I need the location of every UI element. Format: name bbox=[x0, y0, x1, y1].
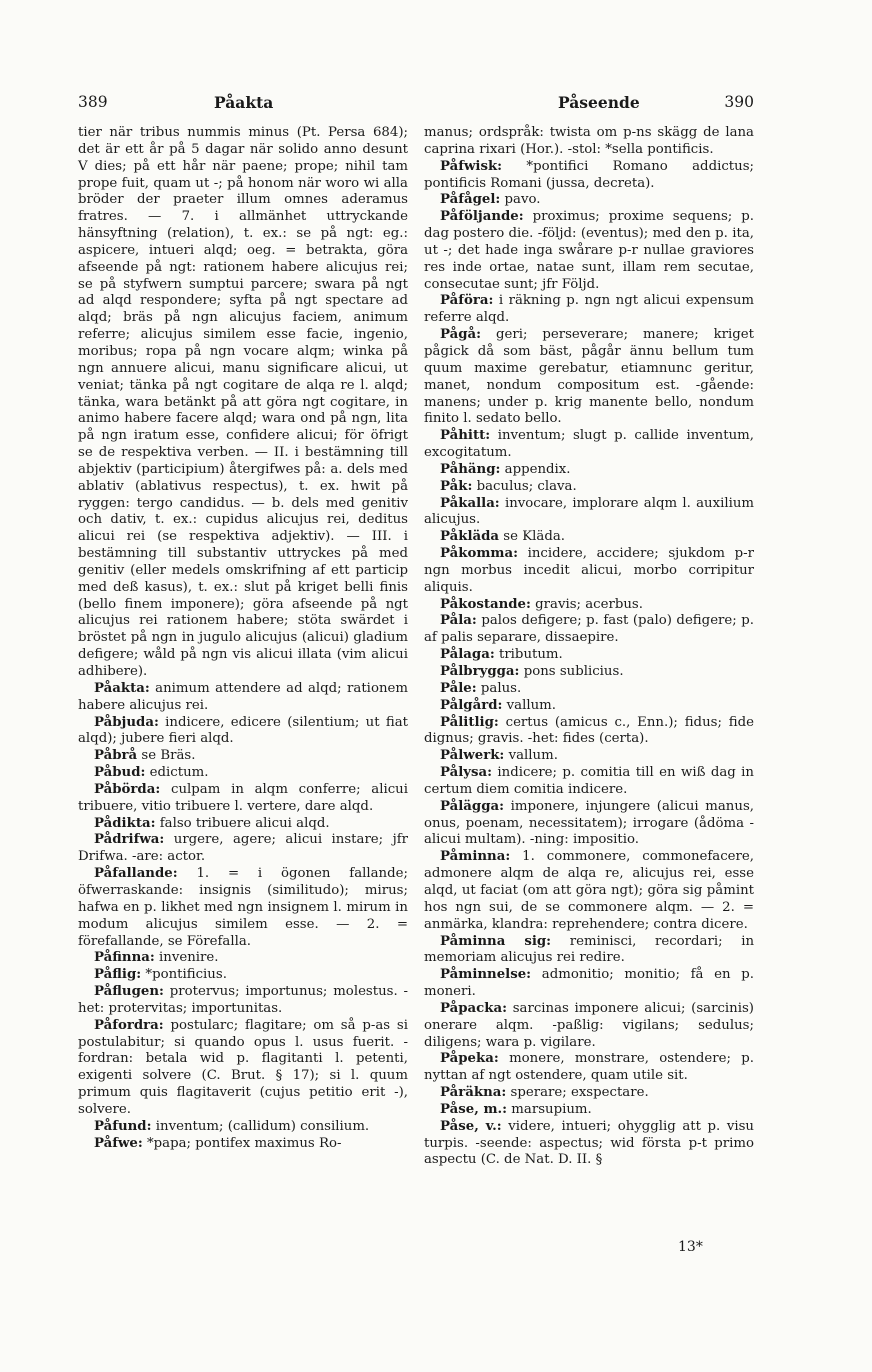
entry-definition: postularc; flagitare; om så p-as si postulabitur; si quando opus l. usus fuerit. -fordran: betala wid p. flagitanti l. petenti, exigenti solvere (C. Brut. § 17); si l. quum primum quis flagitaverit (cujus petitio erit -), solvere. bbox=[78, 1017, 408, 1117]
dictionary-entry bbox=[424, 1085, 754, 1102]
entry-headword: Påminna: bbox=[440, 849, 511, 865]
dictionary-entry bbox=[424, 462, 754, 479]
entry-headword: Påse, m.: bbox=[440, 1101, 508, 1117]
entry-definition: 1. commonere, commonefacere, admonere alqm de alqa re, alicujus rei, esse alqd, ut faciat (om att göra ngt); göra sig påmint hos ngn sui, de se commonere alqm. — 2. = anmärka, klandra: reprehendere; contra dicere. bbox=[424, 849, 754, 932]
entry-headword: Påfallande: bbox=[94, 866, 178, 882]
entry-definition: animum attendere ad alqd; rationem habere alicujus rei. bbox=[78, 680, 408, 713]
entry-headword: Påbud: bbox=[94, 765, 146, 781]
entry-headword: Pågå: bbox=[440, 327, 482, 343]
entry-definition: culpam in alqm conferre; alicui tribuere, vitio tribuere l. vertere, dare alqd. bbox=[78, 781, 408, 814]
dictionary-entry bbox=[424, 765, 754, 799]
entry-definition: pons sublicius. bbox=[519, 664, 624, 679]
entry-headword: Påflig: bbox=[94, 967, 142, 983]
entry-headword: Påfinna: bbox=[94, 950, 155, 966]
dictionary-entry bbox=[424, 293, 754, 327]
entry-headword: Pålysa: bbox=[440, 765, 493, 781]
dictionary-entry bbox=[424, 698, 754, 715]
dictionary-entry bbox=[78, 967, 408, 984]
entry-definition: protervus; importunus; molestus. -het: protervitas; importunitas. bbox=[78, 984, 408, 1016]
entry-definition: i räkning p. ngn ngt alicui expensum referre alqd. bbox=[424, 293, 754, 326]
entry-headword: Påpacka: bbox=[440, 1000, 508, 1016]
entry-definition: urgere, agere; alicui instare; jfr Drifwa. -are: actor. bbox=[78, 832, 408, 865]
dictionary-entry bbox=[424, 327, 754, 428]
entry-definition: marsupium. bbox=[507, 1101, 592, 1117]
entry-definition: 1. = i ögonen fallande; öfwerraskande: insignis (similitudo); mirus; hafwa en p. likhet med ngn insignem l. mirum in modum alicujus similem esse. — 2. = förefallande, se Förefalla. bbox=[78, 866, 408, 949]
entry-definition: videre, intueri; ohygglig att p. visu turpis. -seende: aspectus; wid första p-t primo aspectu (C. de Nat. D. II. § bbox=[424, 1118, 754, 1168]
entry-headword: Påbjuda: bbox=[94, 714, 159, 730]
entry-definition: palus. bbox=[476, 680, 522, 696]
dictionary-entry bbox=[78, 765, 408, 782]
entry-definition: edictum. bbox=[145, 765, 209, 781]
entry-headword: Påhitt: bbox=[440, 428, 491, 444]
dictionary-entry bbox=[424, 597, 754, 614]
dictionary-entry bbox=[424, 1001, 754, 1052]
dictionary-entry bbox=[78, 715, 408, 749]
dictionary-entry bbox=[78, 816, 408, 833]
entry-headword: Påakta: bbox=[94, 680, 150, 696]
entry-headword: Påkomma: bbox=[440, 546, 519, 562]
signature-mark: 13* bbox=[678, 1239, 703, 1255]
dictionary-entry bbox=[424, 681, 754, 698]
dictionary-entry bbox=[424, 192, 754, 209]
dictionary-entry bbox=[424, 428, 754, 462]
entry-headword: Påse, v.: bbox=[440, 1118, 502, 1134]
page-header bbox=[78, 93, 754, 115]
entry-definition: invocare, implorare alqm l. auxilium alicujus. bbox=[424, 495, 754, 528]
entry-headword: Påfågel: bbox=[440, 192, 501, 208]
entry-definition: manus; ordspråk: twista om p-ns skägg de lana caprina rixari (Hor.). -stol: *sella pontificis. bbox=[424, 125, 754, 157]
entry-headword: Påflugen: bbox=[94, 984, 164, 1000]
entry-headword: Påminnelse: bbox=[440, 967, 532, 983]
entry-headword: Påminna sig: bbox=[440, 933, 552, 949]
dictionary-entry bbox=[78, 950, 408, 967]
dictionary-entry bbox=[78, 1136, 408, 1153]
entry-definition: *pontifici Romano addictus; pontificis Romani (jussa, decreta). bbox=[424, 158, 754, 191]
entry-definition: gravis; acerbus. bbox=[530, 596, 643, 612]
entry-definition: proximus; proxime sequens; p. dag postero die. -följd: (eventus); med den p. ita, ut -; det hade inga swårare p-r nullae graviores res inde ortae, natae sunt, illam rem secutae, consecutae sunt; jfr Följd. bbox=[424, 209, 754, 292]
dictionary-entry bbox=[424, 613, 754, 647]
entry-definition: inventum; (callidum) consilium. bbox=[151, 1118, 370, 1134]
entry-definition: tributum. bbox=[494, 647, 563, 663]
entry-definition: baculus; clava. bbox=[472, 478, 577, 494]
entry-headword: Påkostande: bbox=[440, 596, 531, 612]
entry-definition: *pontificius. bbox=[141, 967, 227, 983]
running-head-left: Påakta bbox=[214, 93, 274, 112]
entry-definition: tier när tribus nummis minus (Pt. Persa 684); det är ett år på 5 dagar när solido anno desunt V dies; på ett hår när paene; prope; nihil tam prope fuit, quam ut -; på honom när woro wi alla bröder der praeter illum omnes aderamus fratres. — 7. i allmänhet uttryckande hänsyftning (relation), t. ex.: se på ngt: eg.: aspicere, intueri alqd; oeg. = betrakta, göra afseende på ngt: rationem habere alicujus rei; se på styfwern sumptui parcere; swara på ngt ad alqd respondere; syfta på ngt spectare ad alqd; bräs på ngn alicujus faciem, animum referre; alicujus similem esse facie, ingenio, moribus; ropa på ngn vocare alqm; winka på ngn annuere alicui, manu significare alicui, ut veniat; tänka på ngt cogitare de alqa re l. alqd; tänka, wara betänkt på att göra ngt cogitare, in animo habere facere alqd; wara ond på ngn, lita på ngn iratum esse, confidere alicui; för öfrigt se de respektiva verben. — II. i bestämning till abjektiv (participium) återgifwes på: a. dels med ablativ (ablativus respectus), t. ex. hwit på ryggen: tergo candidus. — b. dels med genitiv och dativ, t. ex.: cupidus alicujus rei, deditus alicui rei (se respektiva adjektiv). — III. i bestämning till substantiv uttryckes på med genitiv (eller medels omskrifning af ett particip med deß kasus), t. ex.: slut på kriget belli finis (bello finem imponere); göra afseende på ngt alicujus rei rationem habere; stöta swärdet i bröstet på ngn in jugulo alicujus (alicui) gladium defigere; wåld på ngn vis alicui illata (vim alicui adhibere). bbox=[78, 125, 408, 679]
dictionary-entry bbox=[424, 1119, 754, 1170]
entry-definition: certus (amicus c., Enn.); fidus; fide dignus; gravis. -het: fides (certa). bbox=[424, 714, 754, 747]
entry-definition: admonitio; monitio; få en p. moneri. bbox=[424, 967, 754, 1000]
entry-headword: Påfwisk: bbox=[440, 158, 503, 174]
page-number-right: 390 bbox=[724, 93, 754, 111]
entry-headword: Påk: bbox=[440, 478, 473, 494]
dictionary-entry bbox=[424, 967, 754, 1001]
dictionary-entry bbox=[424, 748, 754, 765]
entry-headword: Påkläda bbox=[440, 529, 500, 545]
dictionary-entry bbox=[424, 799, 754, 850]
entry-definition: vallum. bbox=[504, 748, 558, 764]
dictionary-entry bbox=[424, 546, 754, 597]
entry-headword: Påfwe: bbox=[94, 1135, 143, 1151]
dictionary-entry bbox=[78, 1119, 408, 1136]
dictionary-entry bbox=[424, 479, 754, 496]
entry-definition: pavo. bbox=[500, 192, 541, 208]
entry-definition: sperare; exspectare. bbox=[506, 1085, 649, 1101]
entry-definition: vallum. bbox=[502, 697, 557, 713]
dictionary-entry bbox=[424, 849, 754, 933]
entry-headword: Påfund: bbox=[94, 1118, 152, 1134]
dictionary-entry bbox=[78, 681, 408, 715]
dictionary-entry bbox=[424, 529, 754, 546]
entry-definition: indicere, edicere (silentium; ut fiat alqd); jubere fieri alqd. bbox=[78, 714, 408, 747]
entry-headword: Påbrå bbox=[94, 748, 138, 764]
entry-definition: se Bräs. bbox=[137, 748, 196, 764]
entry-definition: incidere, accidere; sjukdom p-r ngn morbus incedit alicui, morbo corripitur aliquis. bbox=[424, 546, 754, 595]
dictionary-entry bbox=[424, 715, 754, 749]
entry-definition: imponere, injungere (alicui manus, onus, poenam, necessitatem); irrogare (ådöma - alicui multam). -ning: impositio. bbox=[424, 798, 754, 848]
entry-headword: Påföljande: bbox=[440, 209, 524, 225]
entry-headword: Påföra: bbox=[440, 293, 494, 309]
entry-headword: Pådrifwa: bbox=[94, 832, 165, 848]
entry-definition: palos defigere; p. fast (palo) defigere; p. af palis separare, dissaepire. bbox=[424, 613, 754, 646]
running-head-right: Påseende bbox=[558, 93, 640, 112]
entry-headword: Påpeka: bbox=[440, 1051, 499, 1067]
dictionary-entry bbox=[424, 647, 754, 664]
dictionary-entry bbox=[78, 832, 408, 866]
entry-headword: Pådikta: bbox=[94, 815, 156, 831]
entry-definition: se Kläda. bbox=[499, 529, 565, 545]
dictionary-entry bbox=[424, 209, 754, 293]
entry-definition: sarcinas imponere alicui; (sarcinis) onerare alqm. -paßlig: vigilans; sedulus; diligens; wara p. vigilare. bbox=[424, 1000, 754, 1050]
dictionary-entry bbox=[424, 125, 754, 159]
entry-definition: falso tribuere alicui alqd. bbox=[155, 815, 330, 831]
entry-headword: Påräkna: bbox=[440, 1085, 507, 1101]
entry-definition: reminisci, recordari; in memoriam alicujus rei redire. bbox=[424, 933, 755, 966]
entry-headword: Pålgård: bbox=[440, 697, 503, 713]
entry-headword: Pålitlig: bbox=[440, 714, 499, 730]
entry-headword: Påfordra: bbox=[94, 1017, 164, 1033]
entry-headword: Påkalla: bbox=[440, 495, 500, 511]
dictionary-entry bbox=[78, 748, 408, 765]
entry-definition: appendix. bbox=[500, 461, 571, 477]
entry-headword: Pålaga: bbox=[440, 647, 495, 663]
entry-definition: geri; perseverare; manere; kriget pågick då som bäst, pågår ännu bellum tum quum maxime gerebatur, etiamnunc geritur, manet, nondum compositum est. -gående: manens; under p. krig manente bello, nondum finito l. sedato bello. bbox=[424, 327, 754, 427]
entry-headword: Pålbrygga: bbox=[440, 664, 520, 679]
entry-definition: monere, monstrare, ostendere; p. nyttan af ngt ostendere, quam utile sit. bbox=[424, 1051, 754, 1084]
dictionary-entry bbox=[424, 934, 754, 968]
entry-headword: Pålwerk: bbox=[440, 748, 505, 764]
dictionary-entry bbox=[424, 664, 754, 681]
entry-headword: Påhäng: bbox=[440, 461, 501, 477]
entry-headword: Pålägga: bbox=[440, 798, 505, 814]
entry-definition: *papa; pontifex maximus Ro- bbox=[142, 1135, 342, 1151]
dictionary-entry bbox=[78, 866, 408, 950]
dictionary-entry bbox=[78, 1018, 408, 1119]
dictionary-entry bbox=[78, 125, 408, 681]
dictionary-entry bbox=[78, 782, 408, 816]
dictionary-entry bbox=[424, 159, 754, 193]
entry-headword: Påle: bbox=[440, 680, 477, 696]
right-column bbox=[424, 125, 754, 1169]
dictionary-entry bbox=[424, 496, 754, 530]
dictionary-entry bbox=[424, 1102, 754, 1119]
entry-headword: Påbörda: bbox=[94, 781, 161, 797]
entry-definition: invenire. bbox=[154, 950, 219, 966]
entry-definition: inventum; slugt p. callide inventum, excogitatum. bbox=[424, 428, 754, 461]
page-number-left: 389 bbox=[78, 93, 108, 111]
dictionary-entry bbox=[424, 1051, 754, 1085]
entry-headword: Påla: bbox=[440, 613, 477, 629]
entry-definition: indicere; p. comitia till en wiß dag in certum diem comitia indicere. bbox=[424, 765, 754, 797]
dictionary-entry bbox=[78, 984, 408, 1018]
left-column bbox=[78, 125, 408, 1152]
